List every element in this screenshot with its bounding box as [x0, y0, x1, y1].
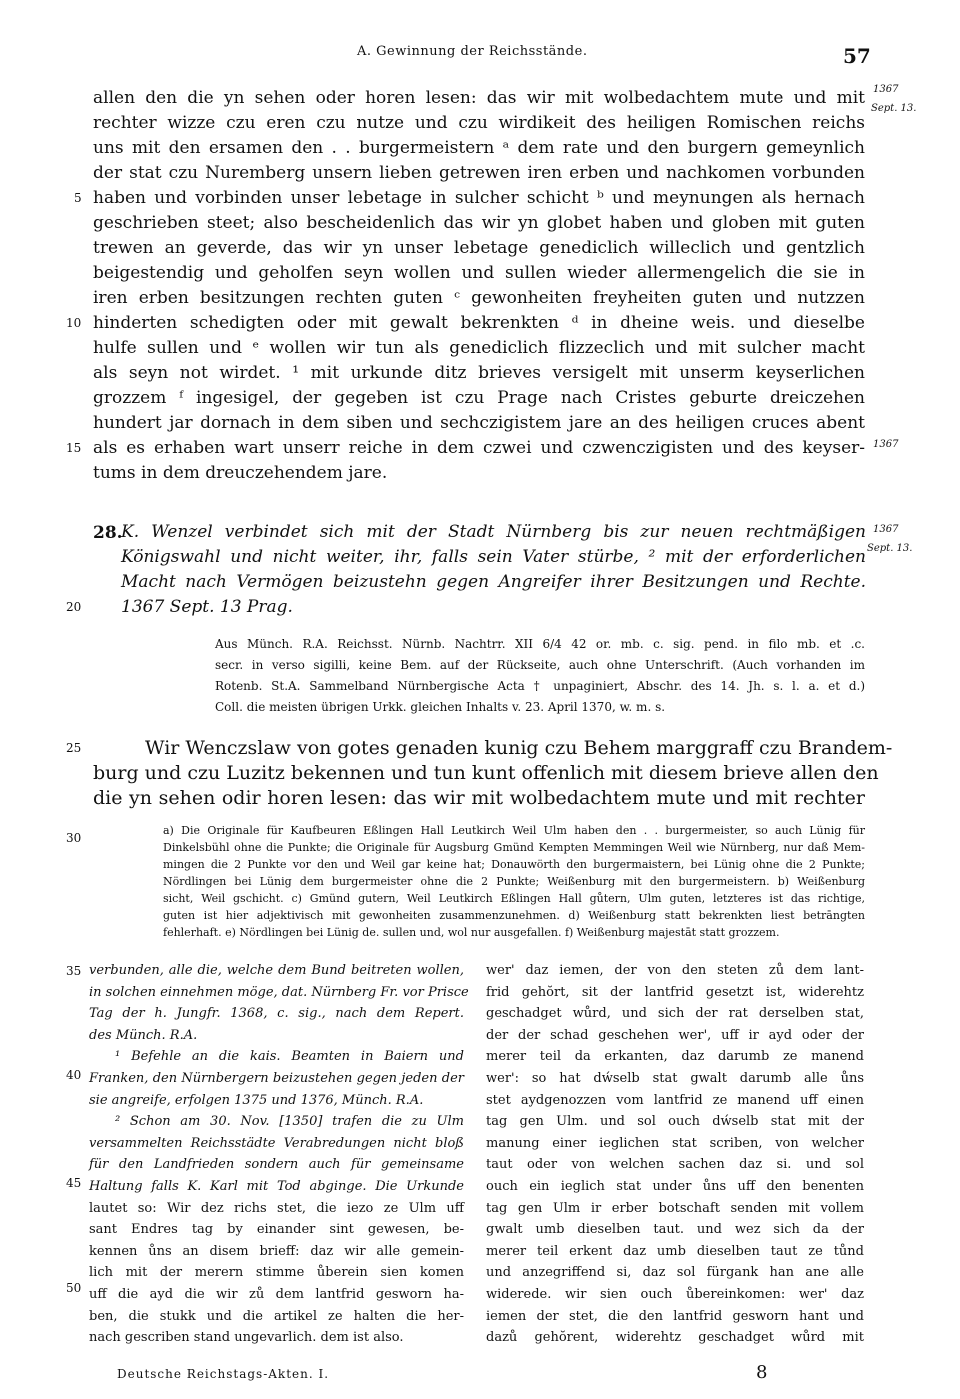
column-line: sie angreife, erfolgen 1375 und 1376, Münch. R.A. [89, 1092, 424, 1108]
column-line: geschadget wůrd, und sich der rat derselben stat, [486, 1006, 864, 1022]
column-line: ² Schon am 30. Nov. [1350] trafen die zu Ulm [115, 1114, 464, 1130]
column-line: uff die ayd die wir zů dem lantfrid gesworn ha- [89, 1287, 464, 1302]
column-line: merer teil erkent daz umb dieselben taut ze tůnd [486, 1243, 864, 1259]
footnote-line: Dinkelsbühl ohne die Punkte; die Originale für Augsburg Gmünd Kempten Memmingen Weil wie Nürnberg, nur daß Mem- [163, 841, 865, 854]
source-line: Coll. die meisten übrigen Urkk. gleichen Inhalts v. 23. April 1370, w. m. s. [215, 700, 666, 714]
column-line: verbunden, alle die, welche dem Bund beitreten wollen, [89, 963, 464, 978]
margin-line-number: 45 [66, 1176, 82, 1190]
column-line: merer teil da erkanten, daz darumb ze manend [486, 1049, 864, 1065]
column-line: versammelten Reichsstädte Verabredungen nicht bloß [89, 1135, 464, 1151]
side-date-year: 1367 [873, 84, 899, 95]
column-line: wer': so hat dẃselb stat gwalt darumb alle ůns [486, 1071, 864, 1086]
column-line: des Münch. R.A. [89, 1027, 198, 1043]
margin-line-number: 25 [66, 741, 82, 755]
footnote-line: Nördlingen bei Lünig dem burgermeister ohne die 2 Punkte; Weißenburg mit den burgermeistern. b) Weißenburg [163, 875, 865, 888]
column-line: taut oder von welchen sachen daz si. und sol [486, 1157, 864, 1173]
column-line: lautet so: Wir dez richs stet, die iezo ze Ulm uff [89, 1200, 464, 1216]
text-line: iren erben besitzungen rechten guten ᶜ gewonheiten freyheiten guten und nutzzen [93, 288, 865, 308]
text-line: als es erhaben wart unserr reiche in dem czwei und czwenczigisten und des keyser- [93, 438, 865, 458]
footnote-line: mingen die 2 Punkte vor den und Weil gar keine hat; Donauwörth den burgermaistern, bei Lünig ohne die 2 Punkte; [163, 858, 865, 871]
regest-line: 1367 Sept. 13 Prag. [121, 597, 293, 617]
column-line: in solchen einnehmen möge, dat. Nürnberg Fr. vor Prisce [89, 984, 469, 1000]
text-line: trewen an geverde, das wir yn unser lebetage genediclich willeclich und gentzlich [93, 238, 865, 258]
footnote-line: sicht, Weil gschicht. c) Gmünd gutern, Weil Leutkirch Eßlingen Hall gůtern, Ulm guten, letzteres ist das richtige, [163, 892, 865, 905]
column-line: Haltung falls K. Karl mit Tod abginge. Die Urkunde [89, 1179, 464, 1194]
margin-line-number: 35 [66, 964, 82, 978]
running-title: A. Gewinnung der Reichsstände. [357, 44, 588, 59]
document-number: 28. [93, 523, 123, 543]
text-line: hulfe sullen und ᵉ wollen wir tun als genediclich flizzeclich und mit sulcher macht [93, 338, 865, 358]
column-line: dazů gehŏrent, widerehtz geschadget wůrd mit [486, 1330, 864, 1346]
margin-line-number: 40 [66, 1068, 82, 1082]
margin-line-number: 5 [74, 191, 82, 205]
column-line: lich mit der merern stimme ůberein sien komen [89, 1265, 464, 1281]
column-line: Franken, den Nürnbergern beizustehen gegen jeden der [89, 1071, 464, 1086]
text-line: geschrieben steet; also bescheidenlich das wir yn globet haben und globen mit guten [93, 213, 865, 233]
column-line: sant Endres tag by einander sint gewesen, be- [89, 1222, 464, 1238]
column-line: manung einer ieglichen stat scriben, von welcher [486, 1135, 864, 1151]
text-line: allen den die yn sehen oder horen lesen: das wir mit wolbedachtem mute und mit [93, 88, 865, 108]
text-line: hinderten schedigten oder mit gewalt bekrenkten ᵈ in dheine weis. und dieselbe [93, 313, 865, 333]
column-line: stet aydgenozzen vom lantfrid ze manend uff einen [486, 1092, 864, 1108]
column-line: widerede. wir sien ouch ůbereinkomen: wer' daz [486, 1287, 864, 1302]
source-line: Aus Münch. R.A. Reichsst. Nürnb. Nachtrr. XII 6/4 42 or. mb. c. sig. pend. in filo mb. et .c. [215, 637, 865, 651]
page-number: 57 [843, 44, 871, 68]
column-line: für den Landfrieden sondern auch für gemeinsame [89, 1157, 464, 1173]
text-line: beigestendig und geholfen seyn wollen und sullen wieder allermengelich die sie in [93, 263, 865, 283]
text-line: als seyn not wirdet. ¹ mit urkunde ditz brieves versigelt mit unserm keyserlichen [93, 363, 865, 383]
signature-mark: 8 [756, 1362, 768, 1383]
column-line: der der schad geschehen wer', uff ir ayd oder der [486, 1027, 864, 1043]
margin-line-number: 15 [66, 441, 82, 455]
margin-line-number: 10 [66, 316, 82, 330]
text-line: haben und vorbinden unser lebetage in sulcher schicht ᵇ und meynungen als hernach [93, 188, 865, 208]
column-line: tag gen Ulm. und sol ouch dẃselb stat mit der [486, 1114, 864, 1130]
side-date-year: 1367 [873, 439, 899, 450]
text-line: tums in dem dreuczehendem jare. [93, 463, 388, 483]
footnote-line: a) Die Originale für Kaufbeuren Eßlingen Hall Leutkirch Weil Ulm haben den . . burgermeister, so auch Lünig für [163, 824, 865, 837]
side-date-day: Sept. 13. [867, 543, 913, 554]
imprint-footer: Deutsche Reichstags-Akten. I. [117, 1367, 330, 1381]
column-line: iemen der stet, die den lantfrid gesworn hant und [486, 1308, 864, 1324]
text-line: uns mit den ersamen den . . burgermeistern ᵃ dem rate und den burgern gemeynlich [93, 138, 865, 158]
regest-line: Macht nach Vermögen beizustehn gegen Angreifer ihrer Besitzungen und Rechte. [121, 572, 866, 592]
column-line: nach gescriben stand ungevarlich. dem ist also. [89, 1330, 404, 1346]
source-line: Rotenb. St.A. Sammelband Nürnbergische Acta † unpaginiert, Abschr. des 14. Jh. s. l. a. et d.) [215, 679, 865, 693]
text-line: burg und czu Luzitz bekennen und tun kunt offenlich mit diesem brieve allen den [93, 762, 879, 784]
margin-line-number: 50 [66, 1281, 82, 1295]
text-line: hundert jar dornach in dem siben und sechczigistem jare an des heiligen cruces abent [93, 413, 865, 433]
column-line: frid gehŏrt, sit der lantfrid gesetzt ist, widerehtz [486, 984, 864, 1000]
column-line: kennen ůns an disem brieff: daz wir alle gemein- [89, 1243, 464, 1259]
column-line: wer' daz iemen, der von den steten zů dem lant- [486, 963, 864, 978]
text-line: der stat czu Nuremberg unsern lieben getrewen iren erben und nachkomen vorbunden [93, 163, 865, 183]
column-line: Tag der h. Jungfr. 1368, c. sig., nach dem Repert. [89, 1006, 464, 1022]
column-line: und anzegriffend si, daz sol fürgank han ane alle [486, 1265, 864, 1281]
text-line: die yn sehen odir horen lesen: das wir mit wolbedachtem mute und mit rechter [93, 787, 865, 809]
margin-line-number: 20 [66, 600, 82, 614]
side-date-day: Sept. 13. [871, 103, 917, 114]
side-date-year: 1367 [873, 524, 899, 535]
text-line: grozzem ᶠ ingesigel, der gegeben ist czu Prage nach Cristes geburte dreiczehen [93, 388, 865, 408]
column-line: ben, die stukk und die artikel ze halten die her- [89, 1308, 464, 1324]
regest-line: K. Wenzel verbindet sich mit der Stadt Nürnberg bis zur neuen rechtmäßigen [121, 522, 866, 542]
footnote-line: guten ist hier adjektivisch mit gewonheiten zusammenzunehmen. d) Weißenburg statt bekrenkten liest betrāngten [163, 909, 865, 922]
column-line: ouch ein ieglich stat under ůns uff den benenten [486, 1179, 864, 1194]
footnote-line: fehlerhaft. e) Nördlingen bei Lünig de. sullen und, wol nur ausgefallen. f) Weißenburg majestāt statt grozzem. [163, 926, 780, 939]
margin-line-number: 30 [66, 831, 82, 845]
source-line: secr. in verso sigilli, keine Bem. auf der Rückseite, auch ohne Unterschrift. (Auch vorhanden im [215, 658, 865, 672]
column-line: tag gen Ulm ir erber botschaft senden mit vollem [486, 1200, 864, 1216]
column-line: ¹ Befehle an die kais. Beamten in Baiern und [115, 1049, 464, 1065]
column-line: gwalt umb dieselben taut. und wez sich da der [486, 1222, 864, 1238]
text-line: Wir Wenczslaw von gotes genaden kunig czu Behem marggraff czu Brandem- [145, 737, 893, 759]
regest-line: Königswahl und nicht weiter, ihr, falls sein Vater stürbe, ² mit der erforderlichen [121, 547, 866, 567]
text-line: rechter wizze czu eren czu nutze und czu wirdikeit des heiligen Romischen reichs [93, 113, 865, 133]
